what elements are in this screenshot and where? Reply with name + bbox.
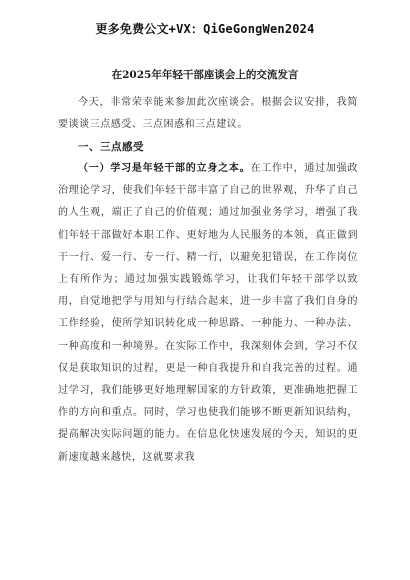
document-title: 在2025年年轻干部座谈会上的交流发言 xyxy=(111,69,299,81)
intro-paragraph: 今天，非常荣幸能来参加此次座谈会。根据会议安排，我简要谈谈三点感受、三点困惑和三点建议。 xyxy=(58,97,358,131)
body-paragraph xyxy=(58,158,358,469)
item-lead: （一）学习是年轻干部的立身之本。 xyxy=(78,163,251,174)
section-heading: 一、三点感受 xyxy=(78,141,144,153)
watermark-header: 更多免费公文+VX：QiGeGongWen2024 xyxy=(95,22,315,36)
item-body: 在工作中，通过加强政治理论学习，使我们年轻干部丰富了自己的世界观，升华了自己的人生观，端正了自己的价值观；通过加强业务学习，增强了我们年轻干部做好本职工作、更好地为人民服务的本领，真正做到干一行、爱一行、专一行、精一行，以避免犯错误，在工作岗位上有所作为；通过加强实践锻炼学习，让我们年轻干部学以致用，自觉地把学与用知与行结合起来，进一步丰富了我们自身的工作经验，使所学知识转化成一种思路、一种能力、一种办法、一种高度和一种境界。在实际工作中，我深刻体会到，学习不仅仅是获取知识的过程，更是一种自我提升和自我完善的过程。通过学习，我们能够更好地理解国家的方针政策，更准确地把握工作的方向和重点。同时，学习也使我们能够不断更新知识结构，提高解决实际问题的能力。在信息化快速发展的今天，知识的更新速度越来越快，这就要求我 xyxy=(58,163,359,463)
